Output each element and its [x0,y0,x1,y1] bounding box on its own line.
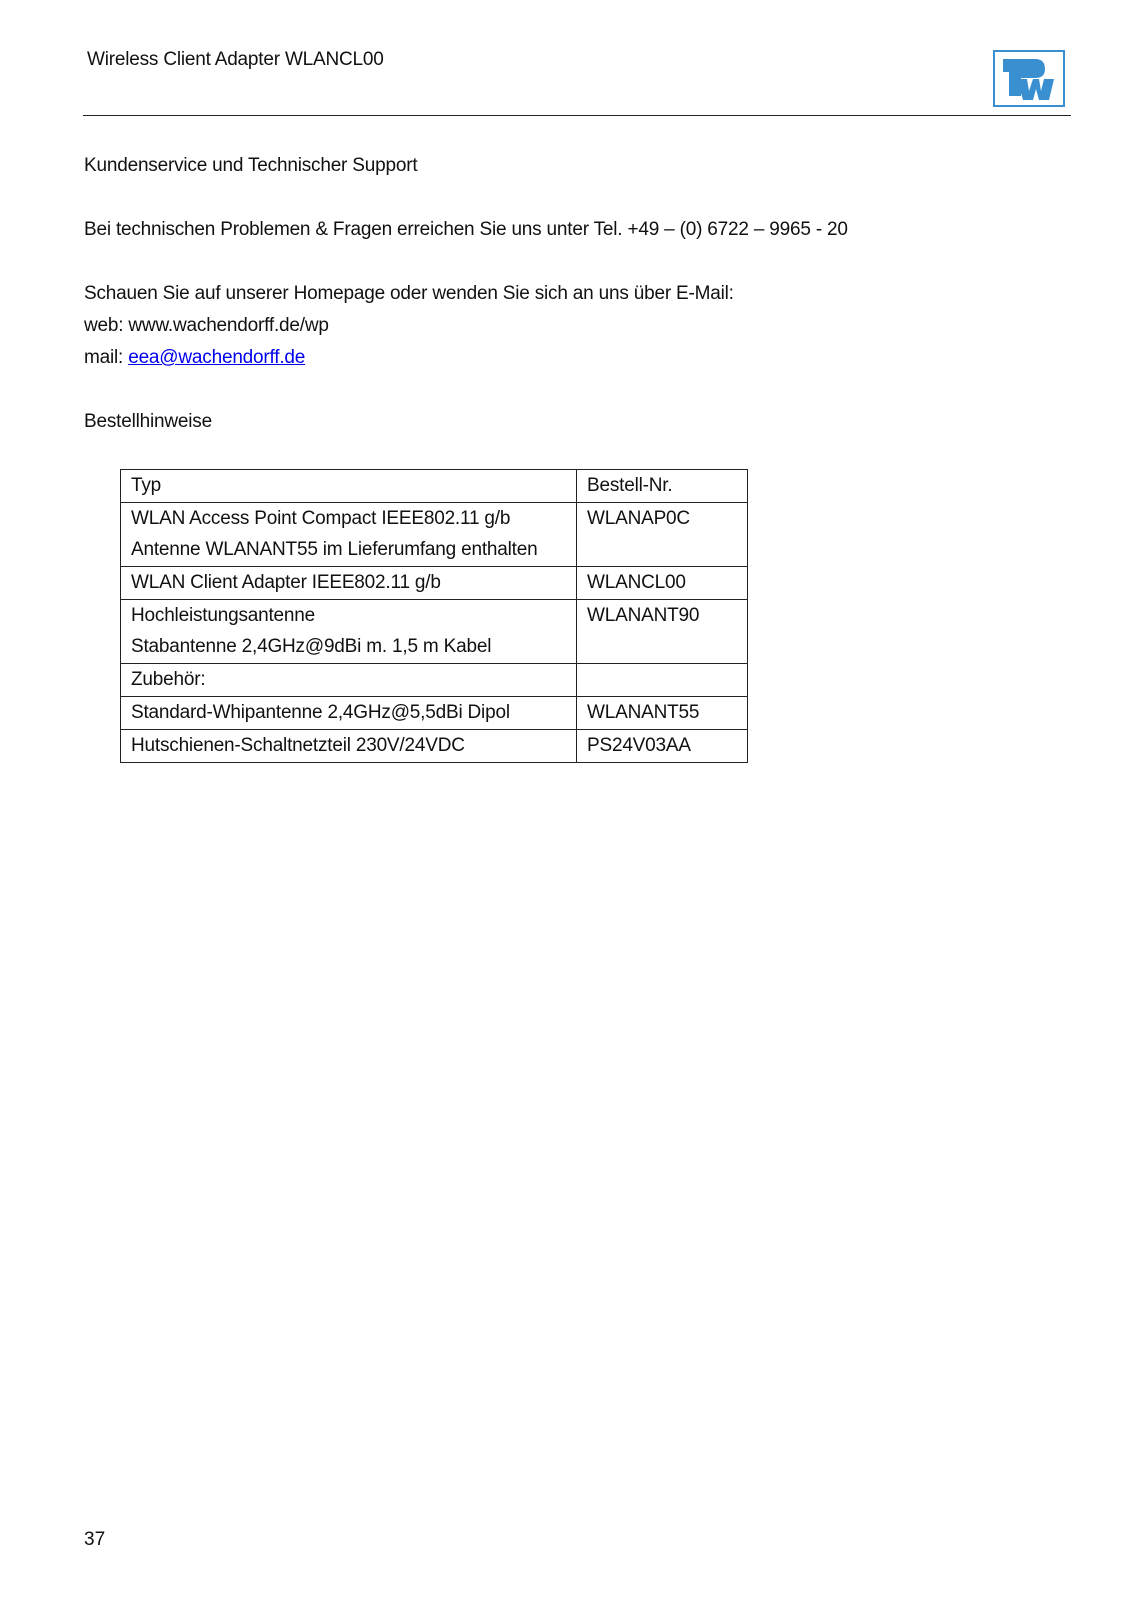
support-heading: Kundenservice und Technischer Support [84,155,418,176]
order-table [120,469,748,763]
table-cell-order-no [577,664,748,697]
table-cell-type: Standard-Whipantenne 2,4GHz@5,5dBi Dipol [121,697,577,730]
table-cell-type-line2: Stabantenne 2,4GHz@9dBi m. 1,5 m Kabel [131,636,492,657]
table-cell-type: Zubehör: [121,664,577,697]
table-cell-type-line1: WLAN Access Point Compact IEEE802.11 g/b [131,508,511,529]
table-cell-order-no: WLANANT55 [577,697,748,730]
table-header-type: Typ [121,470,577,503]
table-cell-order-no: WLANAP0C [577,503,748,567]
table-cell-order-no: WLANANT90 [577,600,748,664]
table-cell-type-line2: Antenne WLANANT55 im Lieferumfang enthalten [131,539,538,560]
page-number: 37 [84,1529,106,1550]
table-cell-type [121,600,577,664]
contact-intro: Schauen Sie auf unserer Homepage oder wenden Sie sich an uns über E-Mail: [84,283,734,304]
table-cell-type: Hutschienen-Schaltnetzteil 230V/24VDC [121,730,577,763]
table-row [121,664,748,697]
document-header-title: Wireless Client Adapter WLANCL00 [87,49,384,70]
web-line: web: www.wachendorff.de/wp [84,315,329,336]
header-divider [83,115,1071,116]
mail-link[interactable]: eea@wachendorff.de [128,347,306,368]
table-header-order-no: Bestell-Nr. [577,470,748,503]
mail-label: mail: [84,347,129,368]
table-cell-type-line1: Hochleistungsantenne [131,605,316,626]
table-cell-type [121,503,577,567]
support-phone-line: Bei technischen Problemen & Fragen erreichen Sie uns unter Tel. +49 – (0) 6722 – 9965 - 20 [84,219,848,240]
table-cell-type: WLAN Client Adapter IEEE802.11 g/b [121,567,577,600]
table-row [121,567,748,600]
table-row [121,730,748,763]
order-heading: Bestellhinweise [84,411,212,432]
table-row [121,600,748,664]
wachendorff-logo-icon [993,50,1065,107]
table-cell-order-no: WLANCL00 [577,567,748,600]
table-header-row [121,470,748,503]
mail-line [84,347,305,369]
table-row [121,503,748,567]
table-cell-order-no: PS24V03AA [577,730,748,763]
table-row [121,697,748,730]
